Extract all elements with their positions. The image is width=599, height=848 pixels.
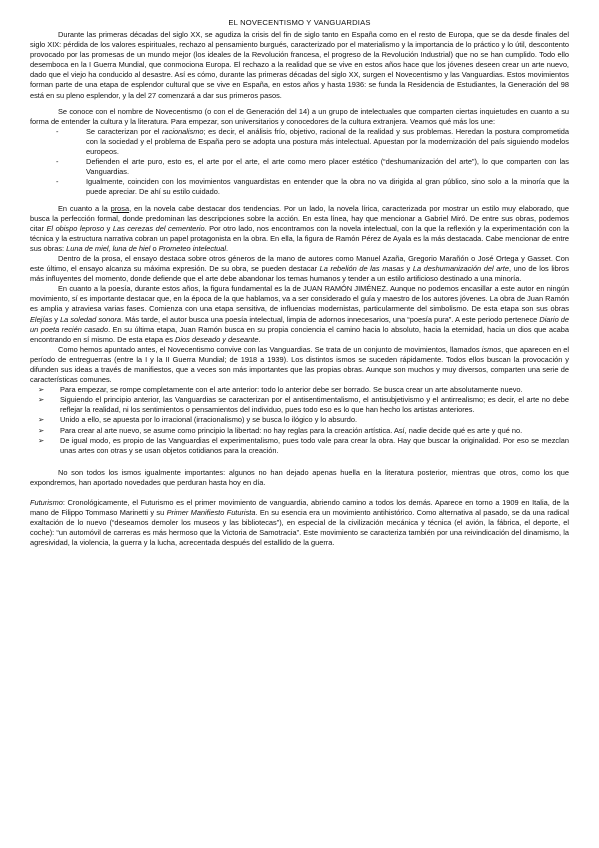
- arrow-bullet-icon: ➢: [38, 395, 45, 405]
- list-item: - Igualmente, coinciden con los movimientos vanguardistas en entender que la obra no va dirigida al gran público, sino solo a la minoría que la puede apreciar. De ahí su estilo cuidado.: [56, 177, 569, 197]
- vanguardias-paragraph: Como hemos apuntado antes, el Novecentismo convive con las Vanguardias. Se trata de un conjunto de movimientos, llamados ismos, que aparecen en el período de entreguerras (entre la I y la II Guerra Mundial; de 1918 a 1939). Los distintos ismos se suceden rápidamente. Todos ellos buscan la provocación y difunden sus ideas a través de manifiestos, que a veces son más importantes que las propias obras. Aunque son muchos y muy diversos, comparten una serie de características comunes.: [30, 344, 569, 385]
- novecentismo-paragraph: Se conoce con el nombre de Novecentismo (o con el de Generación del 14) a un grupo de intelectuales que comparten ciertas inquietudes en cuanto a su forma de entender la cultura y la literatura. Para empezar, son universitarios y conocedores de la cultura extranjera. Veamos qué más los une:: [30, 106, 569, 126]
- list-item: ➢ Para crear al arte nuevo, se asume como principio la libertad: no hay reglas para la creación artística. Así, nadie decide qué es arte y qué no.: [38, 425, 523, 435]
- vanguardias-features-list: [30, 385, 569, 456]
- futurismo-paragraph: Futurismo: Cronológicamente, el Futurismo es el primer movimiento de vanguardia, abriendo camino a todos los demás. Aparece en torno a 1909 en Italia, de la mano de Filippo Tommaso Marinetti y su Primer Manifiesto Futurista. En su esencia era un movimiento antihistórico. Como alternativa al pasado, se da una radical exaltación de lo nuevo (“deseamos demoler los museos y las bibliotecas”), en especial de la civilización mecánica y técnica (el avión, la fábrica, el deporte, el coche): “un automóvil de carreras es más hermoso que la Victoria de Samotracia”. Este movimiento se caracteriza también por una reivindicación del dinamismo, la agresividad, la violencia, la guerra y la lucha, acrecentada después del estallido de la guerra.: [30, 498, 569, 548]
- arrow-bullet-icon: ➢: [38, 425, 45, 435]
- list-item: ➢ Siguiendo el principio anterior, las Vanguardias se caracterizan por el antisentimentalismo, el antisubjetivismo y el antirrealismo; es decir, el arte no debe reflejar la realidad, ni los sentimientos o pensamientos del individuo, pues todo eso es lo que han hecho los artistas anteriores.: [38, 395, 569, 415]
- arrow-bullet-icon: ➢: [38, 385, 45, 395]
- arrow-bullet-icon: ➢: [38, 435, 45, 445]
- list-item: - Defienden el arte puro, esto es, el arte por el arte, el arte como mero placer estético (“deshumanización del arte”), lo que comparten con las Vanguardias.: [56, 157, 569, 177]
- document-title: EL NOVECENTISMO Y VANGUARDIAS: [228, 18, 371, 27]
- list-item: ➢ De igual modo, es propio de las Vanguardias el experimentalismo, pues todo vale para crear la obra. Hay que buscar la originalidad. Por eso se mezclan unas artes con otras y se usan objetos cotidianos para la creación.: [38, 435, 569, 455]
- list-item: ➢ Unido a ello, se apuesta por lo irracional (irracionalismo) y se busca lo ilógico y lo absurdo.: [38, 415, 358, 425]
- prosa-paragraph: En cuanto a la prosa, en la novela cabe destacar dos tendencias. Por un lado, la novela lírica, caracterizada por mostrar un estilo muy elaborado, que busca la perfección formal, donde predominan las descripciones sobre la acción. En esta línea, hay que mencionar a Gabriel Miró. De entre sus obras, podemos citar El obispo leproso y Las cerezas del cementerio. Por otro lado, nos encontramos con la novela intelectual, con la que la reflexión y la experimentación con la técnica y la estructura narrativa cobran un papel protagonista en la obra. En ella, la figura de Ramón Pérez de Ayala es la más destacada. Cabe mencionar de entre sus obras: Luna de miel, luna de hiel o Prometeo intelectual.: [30, 203, 569, 253]
- ismos-paragraph: No son todos los ismos igualmente importantes: algunos no han dejado apenas huella en la literatura posterior, mientras que otros, como los que expondremos, han aportado novedades que perduran hasta hoy en día.: [30, 467, 569, 487]
- novecentismo-features-list: [30, 127, 569, 198]
- list-item: - Se caracterizan por el racionalismo; es decir, el análisis frío, objetivo, racional de la realidad y sus problemas. Heredan la postura comprometida con la sociedad y el problema de España pero se adopta una postura más intelectual. Apuestan por la modernización del país siguiendo modelos europeos.: [56, 127, 569, 157]
- ensayo-paragraph: Dentro de la prosa, el ensayo destaca sobre otros géneros de la mano de autores como Manuel Azaña, Gregorio Marañón o José Ortega y Gasset. Con este último, el ensayo alcanza su máxima expresión. De su obra, se pueden destacar La rebelión de las masas y La deshumanización del arte, uno de los libros más influyentes del momento, donde defiende que el arte debe abandonar los temas humanos y tender a un estilo artificioso destinado a una minoría.: [30, 253, 569, 284]
- list-item: ➢ Para empezar, se rompe completamente con el arte anterior: todo lo anterior debe ser borrado. Se busca crear un arte absolutamente nuevo.: [38, 385, 523, 395]
- arrow-bullet-icon: ➢: [38, 415, 45, 425]
- poesia-paragraph: En cuanto a la poesía, durante estos años, la figura fundamental es la de JUAN RAMÓN JIMÉNEZ. Aunque no podemos encasillar a este autor en ningún movimiento, sí es importante destacar que, en la época de la que hablamos, va a ser considerado el guía y maestro de los autores jóvenes. La obra de Juan Ramón es amplia y atraviesa varias fases. Comienza con una etapa sensitiva, de influencias modernistas, particularmente del simbolismo. De esta etapa son sus obras Elejías y La soledad sonora. Más tarde, el autor busca una poesía intelectual, limpia de adornos innecesarios, una “poesía pura”. A este periodo pertenece Diario de un poeta recién casado. En su última etapa, Juan Ramón busca en su propia conciencia el camino hacia lo absoluto, hacia la eternidad, hacia un dios que acaba encontrando en sí mismo. De esta etapa es Dios deseado y deseante.: [30, 284, 570, 344]
- intro-paragraph: Durante las primeras décadas del siglo XX, se agudiza la crisis del fin de siglo tanto en España como en el resto de Europa, que se da desde finales del siglo XIX: pérdida de los valores espirituales, rechazo al pensamiento burgués, caracterizado por el materialismo y la importancia de lo práctico y lo útil, descontento provocado por las promesas de un mundo mejor (los ideales de la Revolución francesa, el progreso de la Revolución Industrial) que no se han cumplido. Todo ello desemboca en la I Guerra Mundial, que conmociona Europa. El rechazo a la realidad que se vive en estos años hace que los jóvenes deseen crear un arte nuevo, dado que el viejo ha conducido al desastre. Así es cómo, durante las primeras décadas del siglo XX, surgen el Novecentismo y las Vanguardias. Estos movimientos forman parte de una etapa de esplendor cultural que se vive en España, en estos años y hasta 1936: se funda la Residencia de Estudiantes, la Generación del 98 está en su pleno esplendor, y la del 27 comenzará a dar sus primeros pasos.: [30, 30, 569, 100]
